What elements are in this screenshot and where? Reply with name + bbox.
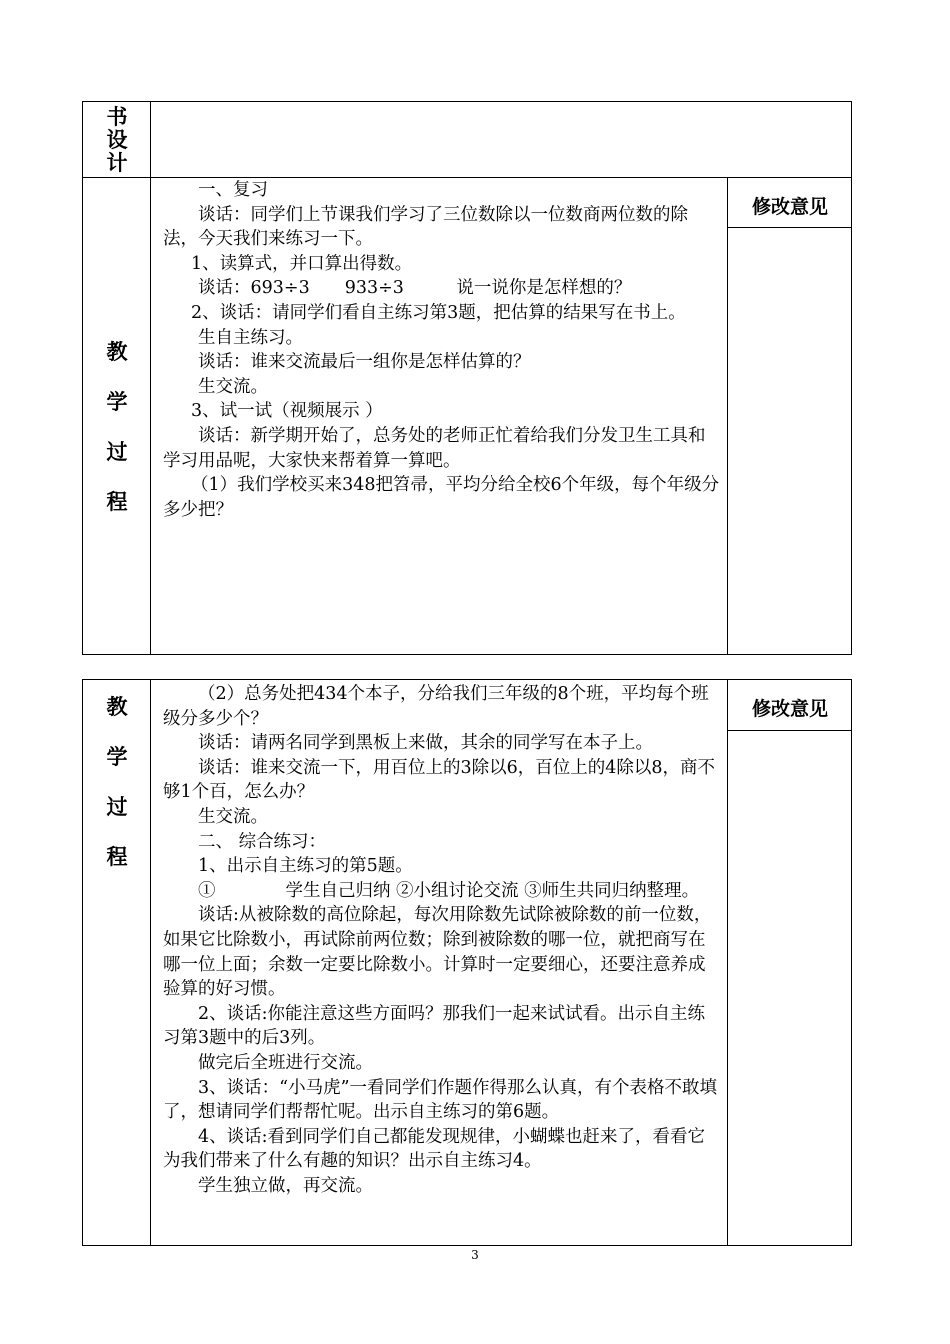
comment-header-divider (727, 730, 851, 731)
text-line: 一、复习 (198, 180, 268, 200)
lesson-table-2 (82, 679, 852, 1246)
text-line: 2、谈话：请同学们看自主练习第3题，把估算的结果写在书上。 (191, 302, 686, 323)
page-number: 3 (471, 1248, 479, 1262)
text-line: 做完后全班进行交流。 (198, 1052, 373, 1073)
text-line: 谈话：谁来交流最后一组你是怎样估算的？ (198, 352, 531, 373)
comment-column-divider (727, 680, 728, 1245)
text-line: 3、试一试（视频展示 ） (191, 401, 383, 422)
text-line: 谈话:从被除数的高位除起，每次用除数先试除被除数的前一位数，如果它比除数小，再试除前两位数；除到被除数的哪一位，就把商写在哪一位上面；余数一定要比除数小。计算时一定要细心，还要注意养成验算的好习惯。 (163, 905, 712, 1000)
lesson-table-1 (82, 101, 852, 655)
text-line: 谈话：谁来交流一下，用百位上的3除以6，百位上的4除以8，商不够1个百，怎么办？ (163, 757, 716, 803)
text-line: 二、 综合练习： (198, 831, 327, 852)
text-line: 谈话：新学期开始了，总务处的老师正忙着给我们分发卫生工具和学习用品呢，大家快来帮着算一算吧。 (163, 425, 706, 471)
teaching-process-text (163, 178, 721, 522)
board-design-label: 书 设 计 (106, 104, 128, 175)
text-line: 生交流。 (198, 806, 268, 827)
revision-notes-header: 修改意见 (751, 196, 828, 218)
text-line: 谈话：请两名同学到黑板上来做，其余的同学写在本子上。 (198, 733, 653, 754)
text-line: 3、谈话：“小马虎”一看同学们作题作得那么认真，有个表格不敢填了，想请同学们帮帮忙呢。出示自主练习的第6题。 (163, 1077, 718, 1123)
text-line: 2、谈话:你能注意这些方面吗？那我们一起来试试看。出示自主练习第3题中的后3列。 (163, 1003, 706, 1049)
text-line: 1、出示自主练习的第5题。 (198, 856, 413, 877)
text-line: 学生独立做，再交流。 (198, 1175, 373, 1196)
comment-header-divider (727, 227, 851, 228)
revision-notes-header: 修改意见 (751, 698, 828, 720)
text-line: （1）我们学校买来348把笤帚，平均分给全校6个年级，每个年级分多少把？ (163, 475, 720, 520)
text-line: 1、读算式，并口算出得数。 (191, 253, 413, 274)
text-line: ① 学生自己归纳 ②小组讨论交流 ③师生共同归纳整理。 (198, 880, 700, 901)
teaching-process-text (163, 682, 721, 1198)
text-line: 生交流。 (198, 376, 268, 397)
teaching-process-label: 教 学 过 程 (106, 340, 128, 514)
text-line: 谈话：693÷3 933÷3 说一说你是怎样想的？ (198, 278, 632, 299)
text-line: （2）总务处把434个本子，分给我们三年级的8个班，平均每个班级分多少个？ (163, 684, 709, 729)
text-line: 4、谈话:看到同学们自己都能发现规律，小蝴蝶也赶来了，看看它为我们带来了什么有趣的知识？出示自主练习4。 (163, 1126, 706, 1172)
text-line: 谈话：同学们上节课我们学习了三位数除以一位数商两位数的除法，今天我们来练习一下。 (163, 204, 688, 250)
teaching-process-label: 教 学 过 程 (106, 695, 128, 869)
comment-column-divider (727, 177, 728, 654)
text-line: 生自主练习。 (198, 327, 303, 348)
